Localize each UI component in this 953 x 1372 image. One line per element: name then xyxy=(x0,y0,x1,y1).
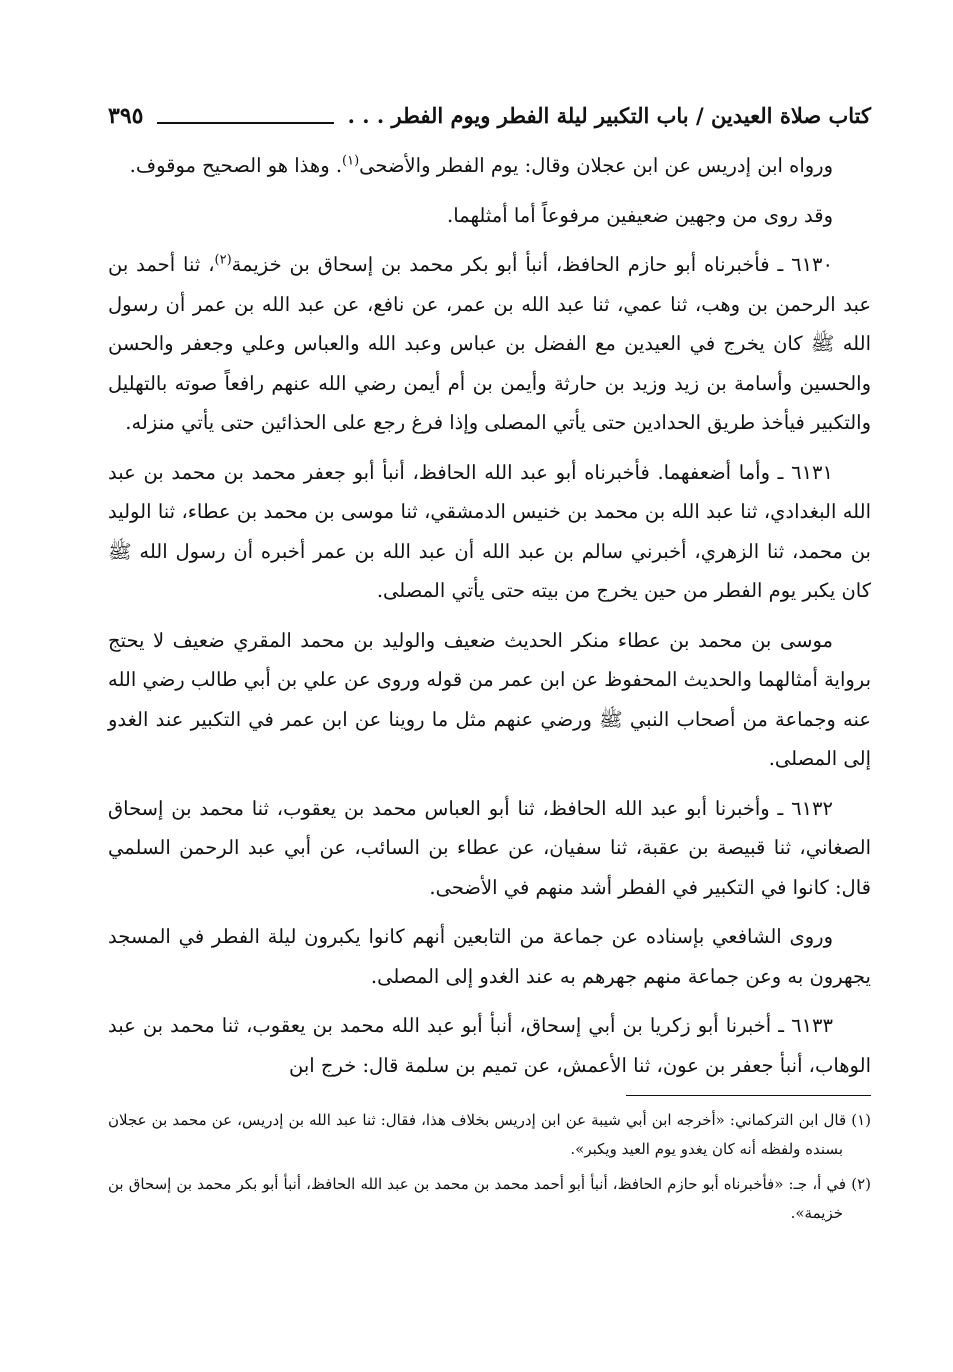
main-text xyxy=(108,146,871,1085)
header-rule xyxy=(157,122,333,124)
paragraph: وقد روى من وجهين ضعيفين مرفوعاً أما أمثلهما. xyxy=(447,203,833,227)
footnote-marker[interactable]: (٢) xyxy=(214,252,232,268)
footnote-separator xyxy=(626,1095,871,1096)
footnote-1: (١) قال ابن التركماني: «أخرجه ابن أبي شيبة عن ابن إدريس بخلاف هذا، فقال: ثنا عبد الله بن إدريس، عن محمد بن عجلان بسنده ولفظه أنه كان يغدو يوم العيد ويكبر». xyxy=(108,1111,871,1158)
book-page xyxy=(108,96,871,1234)
footnote-marker[interactable]: (١) xyxy=(342,153,360,169)
paragraph: ورواه ابن إدريس عن ابن عجلان وقال: يوم الفطر والأضحى$^{(١)}$. وهذا هو الصحيح موقوف. xyxy=(129,153,833,177)
page-number: ٣٩٥ xyxy=(108,103,144,129)
hadith-6131: ٦١٣١ ـ وأما أضعفهما. فأخبرناه أبو عبد الله الحافظ، أنبأ أبو جعفر محمد بن محمد بن عبد الله البغدادي، ثنا عبد الله بن محمد بن خنيس الدمشقي، ثنا موسى بن محمد بن عطاء، ثنا الوليد بن محمد، ثنا الزهري، أخبرني سالم بن عبد الله أن عبد الله بن عمر أخبره أن رسول الله ﷺ كان يكبر يوم الفطر من حين يخرج من بيته حتى يأتي المصلى. xyxy=(108,460,871,602)
paragraph: موسى بن محمد بن عطاء منكر الحديث ضعيف والوليد بن محمد المقري ضعيف لا يحتج برواية أمثالهما والحديث المحفوظ عن ابن عمر من قوله وروى عن علي بن أبي طالب رضي الله عنه وجماعة من أصحاب النبي ﷺ ورضي عنهم مثل ما روينا عن ابن عمر في التكبير عند الغدو إلى المصلى. xyxy=(108,628,871,770)
paragraph: وروى الشافعي بإسناده عن جماعة من التابعين أنهم كانوا يكبرون ليلة الفطر في المسجد يجهرون به وعن جماعة منهم جهرهم به عند الغدو إلى المصلى. xyxy=(108,925,871,988)
hadith-6132: ٦١٣٢ ـ وأخبرنا أبو عبد الله الحافظ، ثنا أبو العباس محمد بن يعقوب، ثنا محمد بن إسحاق الصغاني، ثنا قبيصة بن عقبة، ثنا سفيان، عن عطاء بن السائب، عن أبي عبد الرحمن السلمي قال: كانوا في التكبير في الفطر أشد منهم في الأضحى. xyxy=(108,796,871,899)
hadith-6133: ٦١٣٣ ـ أخبرنا أبو زكريا بن أبي إسحاق، أنبأ أبو عبد الله محمد بن يعقوب، ثنا محمد بن عبد الوهاب، أنبأ جعفر بن عون، ثنا الأعمش، عن تميم بن سلمة قال: خرج ابن xyxy=(108,1014,871,1077)
running-header xyxy=(108,96,871,132)
footnotes xyxy=(108,1106,871,1228)
hadith-6130: ٦١٣٠ ـ فأخبرناه أبو حازم الحافظ، أنبأ أبو بكر محمد بن إسحاق بن خزيمة$^{(٢)}$، ثنا أحمد بن عبد الرحمن بن وهب، ثنا عمي، ثنا عبد الله بن عمر، عن نافع، عن عبد الله بن عمر أن رسول الله ﷺ كان يخرج في العيدين مع الفضل بن عباس وعبد الله والعباس وعلي وجعفر والحسن والحسين وأسامة بن زيد وزيد بن حارثة وأيمن بن أم أيمن رضي الله عنهم رافعاً صوته بالتهليل والتكبير فيأخذ طريق الحدادين حتى يأتي المصلى وإذا فرغ رجع على الحذائين حتى يأتي منزله. xyxy=(108,252,871,434)
chapter-title: كتاب صلاة العيدين / باب التكبير ليلة الفطر ويوم الفطر . . . xyxy=(347,103,871,128)
footnote-2: (٢) في أ، جـ: «فأخبرناه أبو حازم الحافظ، أنبأ أبو أحمد محمد بن محمد بن عبد الله الحافظ، أنبأ أبو بكر محمد بن إسحاق بن خزيمة». xyxy=(108,1175,871,1222)
